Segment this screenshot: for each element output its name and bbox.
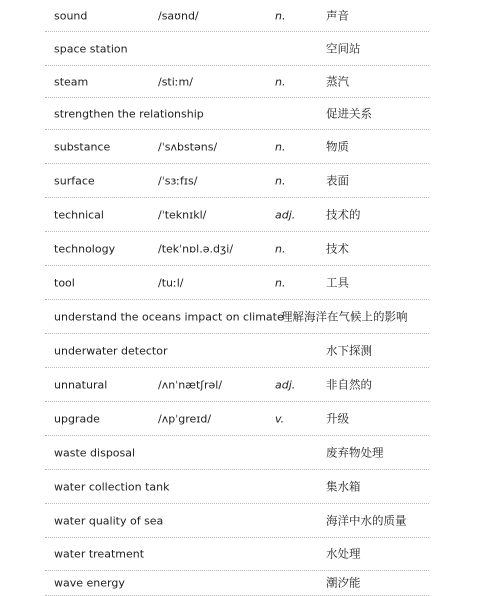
translation: 理解海洋在气候上的影响	[281, 308, 408, 323]
part-of-speech: n.	[275, 9, 286, 22]
part-of-speech: adj.	[275, 378, 296, 391]
part-of-speech: n.	[275, 75, 286, 88]
translation: 表面	[326, 172, 349, 187]
word: technology	[54, 242, 116, 255]
phonetic: /ˈteknɪkl/	[158, 208, 207, 221]
part-of-speech: n.	[275, 174, 286, 187]
word: space station	[54, 42, 128, 55]
word: water quality of sea	[54, 514, 164, 527]
vocab-row	[45, 436, 429, 470]
vocab-row	[45, 538, 429, 571]
vocab-row	[45, 571, 429, 596]
translation: 蒸汽	[326, 73, 349, 88]
word: understand the oceans impact on climate	[54, 310, 284, 323]
vocab-row	[45, 130, 429, 164]
vocab-row	[45, 504, 429, 538]
phonetic: /stiːm/	[158, 75, 193, 88]
translation: 促进关系	[326, 105, 372, 120]
vocab-row	[45, 334, 429, 368]
translation: 升级	[326, 410, 349, 425]
vocab-row	[45, 98, 429, 130]
phonetic: /tuːl/	[158, 276, 184, 289]
translation: 工具	[326, 274, 349, 289]
phonetic: /ʌnˈnætʃrəl/	[158, 378, 223, 391]
vocab-row	[45, 402, 429, 436]
word: upgrade	[54, 412, 100, 425]
phonetic: /saʊnd/	[158, 9, 199, 22]
translation: 非自然的	[326, 376, 372, 391]
translation: 潮汐能	[326, 575, 361, 590]
word: water treatment	[54, 547, 145, 561]
part-of-speech: n.	[275, 276, 286, 289]
word: waste disposal	[54, 446, 136, 459]
translation: 空间站	[326, 40, 361, 55]
word: strengthen the relationship	[54, 107, 204, 120]
translation: 废弃物处理	[326, 444, 384, 459]
phonetic: /ˈsɜːfɪs/	[158, 174, 198, 187]
vocab-row	[45, 164, 429, 198]
part-of-speech: adj.	[275, 208, 296, 221]
translation: 物质	[326, 138, 349, 153]
vocab-row	[45, 66, 429, 98]
word: technical	[54, 208, 104, 221]
vocab-row	[45, 300, 429, 334]
phonetic: /ˈsʌbstəns/	[158, 140, 218, 153]
part-of-speech: n.	[275, 140, 286, 153]
word: water collection tank	[54, 480, 170, 493]
vocab-row	[45, 232, 429, 266]
vocab-row	[45, 32, 429, 66]
word: wave energy	[54, 576, 125, 590]
part-of-speech: n.	[275, 242, 286, 255]
part-of-speech: v.	[275, 412, 285, 425]
word: underwater detector	[54, 344, 168, 357]
translation: 技术的	[326, 206, 361, 221]
translation: 海洋中水的质量	[326, 512, 407, 527]
vocab-row	[45, 0, 429, 32]
vocab-row	[45, 470, 429, 504]
word: surface	[54, 174, 95, 187]
translation: 集水箱	[326, 478, 361, 493]
vocab-row	[45, 266, 429, 300]
word: sound	[54, 9, 88, 22]
vocab-row	[45, 368, 429, 402]
word: substance	[54, 140, 111, 153]
translation: 水下探测	[326, 342, 372, 357]
vocab-row	[45, 198, 429, 232]
translation: 水处理	[326, 546, 361, 561]
translation: 声音	[326, 7, 349, 22]
word: steam	[54, 75, 89, 88]
word: unnatural	[54, 378, 108, 391]
translation: 技术	[326, 240, 349, 255]
phonetic: /ʌpˈgreɪd/	[158, 412, 212, 425]
word: tool	[54, 276, 75, 289]
phonetic: /tekˈnɒl.ə.dʒi/	[158, 242, 234, 255]
